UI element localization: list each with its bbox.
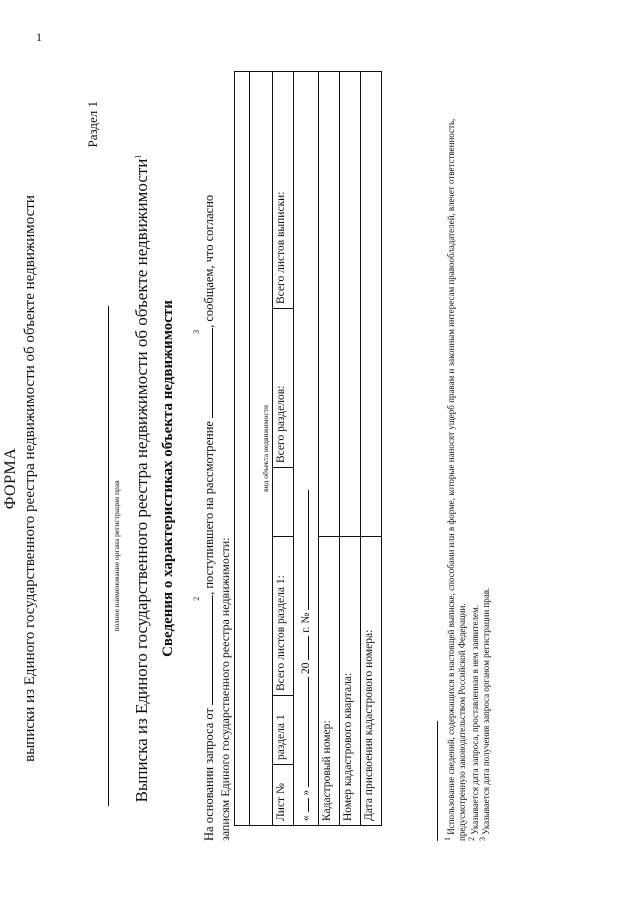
table-row: [319, 72, 340, 826]
quote-open: «: [300, 815, 312, 821]
section-label: Раздел 1: [85, 101, 100, 148]
total-sheets-section-value: [273, 468, 294, 537]
month-blank: [296, 677, 309, 787]
footnote-3-sup: 3: [478, 837, 487, 841]
doc-number-blank: [296, 490, 309, 610]
characteristics-table: [234, 71, 382, 826]
basis-sup2: 2: [192, 596, 201, 601]
vid-caption: вид объекта недвижимости: [261, 404, 270, 493]
basis-line2: записям Единого государственного реестра недвижимости:: [218, 537, 232, 841]
footnote-3-text: Указывается дата получения запроса органом регистрации прав.: [481, 587, 491, 835]
basis-text-3: , сообщаем, что согласно: [202, 194, 216, 328]
form-subtitle: выписки из Единого государственного реестра недвижимости об объекте недвижимости: [22, 195, 38, 762]
cadastral-number-label: Кадастровый номер:: [319, 537, 340, 826]
quarter-number-label: Номер кадастрового квартала:: [340, 537, 361, 826]
vid-cell: [250, 72, 273, 826]
organ-caption: полное наименование органа регистрации прав: [112, 480, 121, 632]
year-suffix: г. №: [300, 612, 312, 633]
form-title: ФОРМА: [2, 447, 19, 510]
extract-title-sup: 1: [133, 154, 143, 159]
basis-text-1: На основании запроса от: [202, 708, 216, 841]
extract-title: [132, 71, 152, 886]
table-row: [361, 72, 382, 826]
basis-sup3: 3: [192, 329, 201, 334]
table-row: [273, 72, 294, 826]
basis-text-2: , поступившего на рассмотрение: [202, 421, 216, 595]
page-mark: 1: [36, 30, 42, 44]
list-no-cell: Лист №: [273, 765, 294, 826]
day-blank: [296, 798, 309, 812]
extract-title-text: Выписка из Единого государственного реестра недвижимости об объекте недвижимости: [132, 158, 151, 803]
total-sheets-section-cell: Всего листов раздела 1:: [273, 537, 294, 696]
assign-date-label: Дата присвоения кадастрового номера:: [361, 537, 382, 826]
year-blank: [296, 636, 309, 660]
receipt-date-blank: [192, 328, 213, 418]
blank-row: [235, 72, 250, 826]
cadastral-number-value: [319, 72, 340, 537]
table-row: [294, 72, 319, 826]
footnote-3: [477, 71, 492, 841]
date-row: [294, 72, 319, 826]
rotated-document: [0, 71, 492, 886]
total-sections-cell: Всего разделов:: [273, 309, 294, 468]
assign-date-value: [361, 72, 382, 537]
footnote-1: [442, 71, 468, 841]
quote-close: »: [300, 789, 312, 796]
footnote-2-text: Указывается дата запроса, проставленная в нем заявителем.: [470, 605, 480, 835]
table-row: [340, 72, 361, 826]
info-title: Сведения о характеристиках объекта недвижимости: [160, 300, 176, 657]
footnote-1-sup: 1: [443, 837, 452, 841]
table-row: [235, 72, 250, 826]
footnote-2-sup: 2: [467, 837, 476, 841]
basis-line1: [192, 71, 217, 841]
quarter-number-value: [340, 72, 361, 537]
footnote-rule: [437, 721, 438, 841]
footnote-1-text: Использование сведений, содержащихся в настоящей выписке, способами или в форме, которые наносят ущерб правам и законным интересам правообладателей, влечет ответственность, предусмотренную законодательством Российской Федерации.: [446, 118, 467, 841]
table-row: [250, 72, 273, 826]
organ-line: [108, 306, 109, 806]
year-prefix: 20: [300, 662, 312, 674]
request-date-blank: [192, 595, 213, 705]
total-sheets-extract-cell: Всего листов выписки:: [273, 72, 294, 309]
razdela-cell: раздела 1: [273, 696, 294, 765]
